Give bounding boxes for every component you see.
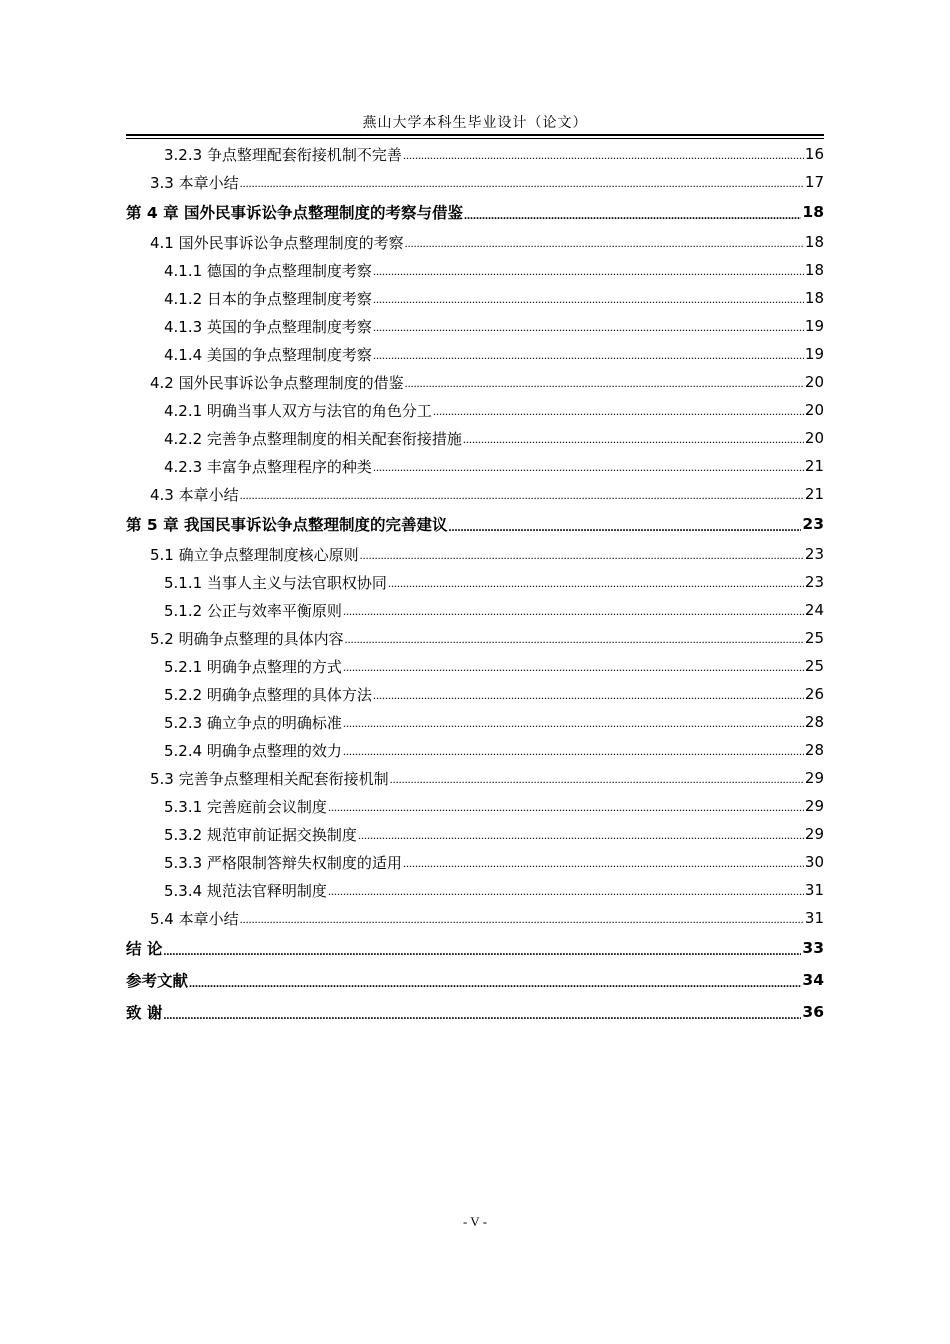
toc-entry-page-number: 23: [804, 573, 824, 591]
toc-entry-title: 5.2.4 明确争点整理的效力: [164, 741, 342, 760]
toc-entry[interactable]: [126, 256, 824, 284]
toc-entry[interactable]: [126, 904, 824, 932]
toc-dot-leader: [240, 486, 804, 508]
toc-entry-page-number: 16: [804, 145, 824, 163]
toc-dot-leader: [360, 546, 804, 568]
toc-dot-leader: [448, 518, 801, 540]
toc-entry-title: 5.3.4 规范法官释明制度: [164, 881, 327, 900]
toc-entry[interactable]: [126, 708, 824, 736]
toc-entry-page-number: 28: [804, 713, 824, 731]
toc-dot-leader: [163, 1006, 801, 1028]
toc-entry-title: 5.2.2 明确争点整理的具体方法: [164, 685, 372, 704]
toc-dot-leader: [373, 318, 804, 340]
toc-dot-leader: [358, 826, 804, 848]
toc-entry-page-number: 29: [804, 825, 824, 843]
toc-entry[interactable]: [126, 964, 824, 996]
toc-dot-leader: [390, 770, 804, 792]
toc-dot-leader: [163, 942, 801, 964]
toc-dot-leader: [345, 630, 804, 652]
toc-entry-title: 4.1.2 日本的争点整理制度考察: [164, 289, 372, 308]
toc-entry[interactable]: [126, 228, 824, 256]
toc-entry-title: 4.2.1 明确当事人双方与法官的角色分工: [164, 401, 432, 420]
toc-entry-page-number: 26: [804, 685, 824, 703]
toc-dot-leader: [403, 854, 804, 876]
toc-dot-leader: [464, 206, 801, 228]
toc-entry[interactable]: [126, 568, 824, 596]
toc-entry-title: 4.1.4 美国的争点整理制度考察: [164, 345, 372, 364]
toc-entry-title: 5.3.1 完善庭前会议制度: [164, 797, 327, 816]
toc-entry-page-number: 36: [802, 1003, 824, 1021]
toc-entry-title: 4.3 本章小结: [150, 485, 239, 504]
toc-entry-title: 第 4 章 国外民事诉讼争点整理制度的考察与借鉴: [126, 204, 463, 222]
toc-dot-leader: [403, 146, 804, 168]
toc-entry-title: 5.1.1 当事人主义与法官职权协同: [164, 573, 387, 592]
toc-entry[interactable]: [126, 820, 824, 848]
toc-entry[interactable]: [126, 424, 824, 452]
toc-entry-title: 4.1 国外民事诉讼争点整理制度的考察: [150, 233, 404, 252]
toc-entry[interactable]: [126, 540, 824, 568]
toc-entry[interactable]: [126, 396, 824, 424]
toc-entry-title: 致 谢: [126, 1004, 163, 1022]
toc-entry-title: 4.2 国外民事诉讼争点整理制度的借鉴: [150, 373, 404, 392]
toc-entry[interactable]: [126, 876, 824, 904]
toc-entry-title: 4.1.3 英国的争点整理制度考察: [164, 317, 372, 336]
toc-dot-leader: [343, 602, 804, 624]
toc-entry[interactable]: [126, 848, 824, 876]
toc-dot-leader: [328, 882, 804, 904]
toc-entry-title: 4.1.1 德国的争点整理制度考察: [164, 261, 372, 280]
toc-entry[interactable]: [126, 168, 824, 196]
toc-entry-page-number: 23: [802, 515, 824, 533]
toc-entry-page-number: 19: [804, 317, 824, 335]
toc-entry-page-number: 21: [804, 485, 824, 503]
toc-dot-leader: [189, 974, 801, 996]
toc-entry-page-number: 18: [804, 261, 824, 279]
toc-entry-title: 5.3.2 规范审前证据交换制度: [164, 825, 357, 844]
toc-entry-page-number: 18: [804, 233, 824, 251]
toc-entry[interactable]: [126, 736, 824, 764]
toc-entry-page-number: 25: [804, 629, 824, 647]
toc-entry-title: 3.2.3 争点整理配套衔接机制不完善: [164, 145, 402, 164]
toc-entry[interactable]: [126, 452, 824, 480]
toc-entry-title: 5.2.3 确立争点的明确标准: [164, 713, 342, 732]
toc-dot-leader: [328, 798, 804, 820]
toc-entry[interactable]: [126, 508, 824, 540]
toc-entry[interactable]: [126, 368, 824, 396]
toc-dot-leader: [373, 346, 804, 368]
header-rule-thick: [126, 134, 824, 136]
toc-entry-title: 3.3 本章小结: [150, 173, 239, 192]
toc-dot-leader: [343, 742, 804, 764]
toc-entry-page-number: 20: [804, 401, 824, 419]
toc-entry[interactable]: [126, 624, 824, 652]
toc-dot-leader: [343, 658, 804, 680]
toc-dot-leader: [373, 290, 804, 312]
toc-entry-title: 5.3 完善争点整理相关配套衔接机制: [150, 769, 389, 788]
toc-dot-leader: [433, 402, 804, 424]
toc-entry-page-number: 29: [804, 769, 824, 787]
toc-entry-title: 5.1.2 公正与效率平衡原则: [164, 601, 342, 620]
toc-entry-title: 5.2 明确争点整理的具体内容: [150, 629, 344, 648]
toc-entry-page-number: 31: [804, 909, 824, 927]
toc-entry[interactable]: [126, 140, 824, 168]
toc-entry-title: 5.1 确立争点整理制度核心原则: [150, 545, 359, 564]
toc-entry-title: 4.2.2 完善争点整理制度的相关配套衔接措施: [164, 429, 462, 448]
toc-entry-page-number: 24: [804, 601, 824, 619]
toc-entry-page-number: 19: [804, 345, 824, 363]
toc-entry-page-number: 18: [804, 289, 824, 307]
toc-dot-leader: [373, 458, 804, 480]
toc-entry-page-number: 20: [804, 373, 824, 391]
toc-entry-title: 参考文献: [126, 972, 189, 990]
toc-entry-title: 结 论: [126, 940, 163, 958]
toc-dot-leader: [240, 910, 804, 932]
toc-entry-page-number: 33: [802, 939, 824, 957]
toc-dot-leader: [343, 714, 804, 736]
toc-entry-page-number: 21: [804, 457, 824, 475]
toc-entry-title: 4.2.3 丰富争点整理程序的种类: [164, 457, 372, 476]
toc-entry[interactable]: [126, 932, 824, 964]
toc-entry[interactable]: [126, 284, 824, 312]
toc-dot-leader: [405, 374, 804, 396]
toc-dot-leader: [373, 686, 804, 708]
toc-dot-leader: [405, 234, 804, 256]
toc-entry-title: 5.2.1 明确争点整理的方式: [164, 657, 342, 676]
toc-entry-page-number: 23: [804, 545, 824, 563]
toc-entry-title: 5.4 本章小结: [150, 909, 239, 928]
toc-entry[interactable]: [126, 596, 824, 624]
toc-entry[interactable]: [126, 652, 824, 680]
running-header-title: 燕山大学本科生毕业设计（论文）: [362, 115, 588, 131]
toc-entry-page-number: 25: [804, 657, 824, 675]
toc-entry-page-number: 30: [804, 853, 824, 871]
toc-entry[interactable]: [126, 480, 824, 508]
header-rule-thin: [126, 138, 824, 139]
toc-entry[interactable]: [126, 996, 824, 1028]
toc-entry[interactable]: [126, 340, 824, 368]
toc-entry[interactable]: [126, 312, 824, 340]
toc-entry-page-number: 34: [802, 971, 824, 989]
toc-entry[interactable]: [126, 196, 824, 228]
table-of-contents: [126, 140, 824, 1028]
toc-dot-leader: [240, 174, 804, 196]
toc-entry[interactable]: [126, 792, 824, 820]
toc-entry-page-number: 31: [804, 881, 824, 899]
toc-dot-leader: [373, 262, 804, 284]
toc-entry-page-number: 18: [802, 203, 824, 221]
toc-entry-title: 第 5 章 我国民事诉讼争点整理制度的完善建议: [126, 516, 448, 534]
toc-entry-page-number: 29: [804, 797, 824, 815]
toc-dot-leader: [463, 430, 804, 452]
toc-dot-leader: [388, 574, 804, 596]
toc-entry[interactable]: [126, 680, 824, 708]
toc-entry[interactable]: [126, 764, 824, 792]
toc-entry-page-number: 20: [804, 429, 824, 447]
toc-entry-title: 5.3.3 严格限制答辩失权制度的适用: [164, 853, 402, 872]
toc-entry-page-number: 28: [804, 741, 824, 759]
toc-entry-page-number: 17: [804, 173, 824, 191]
page-number: - V -: [462, 1214, 488, 1229]
